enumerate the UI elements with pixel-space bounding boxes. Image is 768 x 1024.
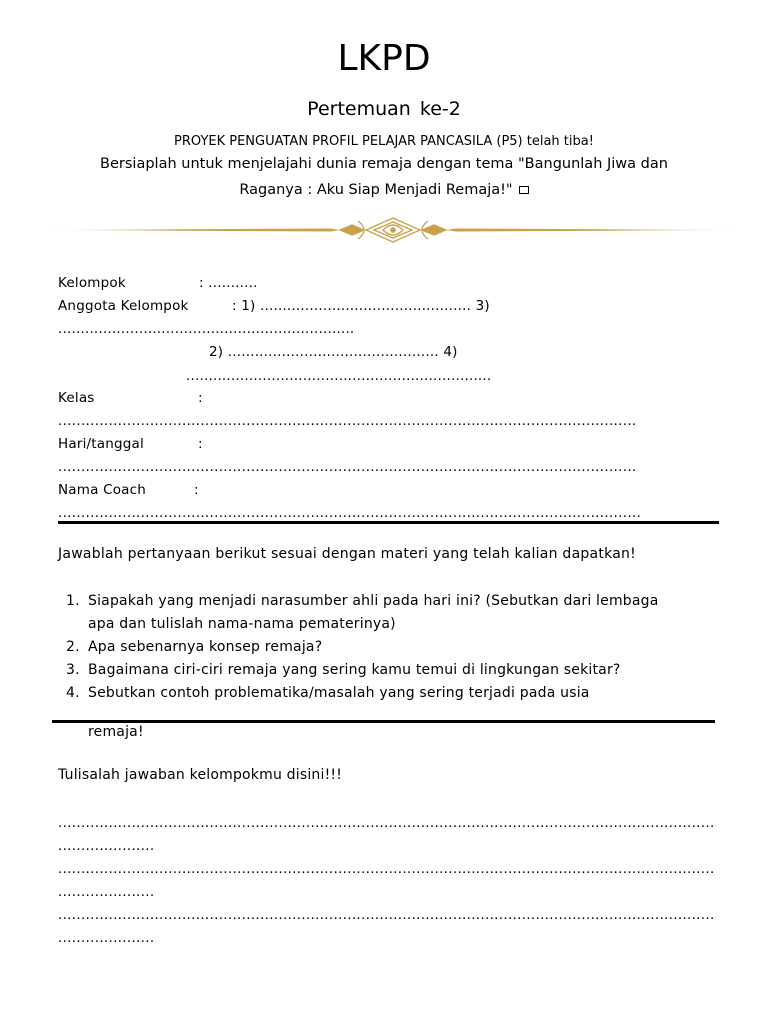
question-text: Bagaimana ciri-ciri remaja yang sering kamu temui di lingkungan sekitar?: [88, 662, 621, 678]
question-list: [58, 590, 659, 705]
kelas-field[interactable]: ..............................................................................................................................: [58, 413, 637, 429]
question-number: 3.: [66, 662, 80, 678]
nama-coach-field[interactable]: ...............................................................................................................................: [58, 505, 642, 521]
nama-coach-colon: :: [194, 482, 199, 498]
nama-coach-label: Nama Coach: [58, 482, 147, 498]
answer-line[interactable]: .....................: [58, 930, 155, 946]
intro-line-1: PROYEK PENGUATAN PROFIL PELAJAR PANCASILA (P5) telah tiba!: [174, 134, 594, 149]
hari-tanggal-colon: :: [198, 436, 203, 452]
question-number: 4.: [66, 685, 80, 701]
question-item: [58, 682, 659, 705]
kelas-label: Kelas: [58, 390, 95, 406]
anggota-label: Anggota Kelompok: [58, 298, 189, 314]
question-text: Sebutkan contoh problematika/masalah yang sering terjadi pada usia: [88, 685, 590, 701]
anggota-field-3-dots[interactable]: ..................................................................: [58, 321, 355, 337]
answer-line[interactable]: ...............................................................................................................................................: [58, 815, 715, 831]
anggota-field-4-dots[interactable]: ....................................................................: [186, 368, 492, 384]
question-text-continued: apa dan tulislah nama-nama pematerinya): [88, 616, 396, 632]
answer-line[interactable]: ...............................................................................................................................................: [58, 907, 715, 923]
anggota-field-1-3[interactable]: : 1) ............................................... 3): [232, 298, 490, 314]
question-number: 2.: [66, 639, 80, 655]
question-4-continued: remaja!: [88, 724, 144, 740]
kelompok-field[interactable]: : ...........: [199, 275, 258, 291]
question-item: [58, 659, 659, 682]
question-item: [58, 636, 659, 659]
kelompok-label: Kelompok: [58, 275, 126, 291]
intro-line-3-text: Raganya : Aku Siap Menjadi Remaja!": [239, 182, 513, 198]
question-text: Siapakah yang menjadi narasumber ahli pada hari ini? (Sebutkan dari lembaga: [88, 593, 659, 609]
hari-tanggal-field[interactable]: ..............................................................................................................................: [58, 459, 637, 475]
placeholder-glyph-icon: [519, 186, 529, 194]
instruction-text: Jawablah pertanyaan berikut sesuai dengan materi yang telah kalian dapatkan!: [58, 546, 637, 562]
intro-line-2: Bersiaplah untuk menjelajahi dunia remaja dengan tema "Bangunlah Jiwa dan: [100, 156, 668, 172]
section-divider: [58, 521, 719, 524]
answer-line[interactable]: .....................: [58, 884, 155, 900]
kelas-colon: :: [198, 390, 203, 406]
anggota-field-2-4[interactable]: 2) ............................................... 4): [209, 344, 458, 360]
question-number: 1.: [66, 593, 80, 609]
ornament-divider-icon: [40, 216, 746, 244]
answer-line[interactable]: .....................: [58, 838, 155, 854]
page-title: LKPD: [337, 38, 431, 79]
question-text: Apa sebenarnya konsep remaja?: [88, 639, 323, 655]
hari-tanggal-label: Hari/tanggal: [58, 436, 144, 452]
page-subtitle: Pertemuan ke-2: [307, 98, 461, 120]
answer-prompt: Tulisalah jawaban kelompokmu disini!!!: [58, 767, 343, 783]
section-divider-2: [52, 720, 715, 723]
answer-line[interactable]: ...............................................................................................................................................: [58, 861, 715, 877]
question-item: [58, 590, 659, 636]
intro-line-3: [0, 182, 768, 198]
